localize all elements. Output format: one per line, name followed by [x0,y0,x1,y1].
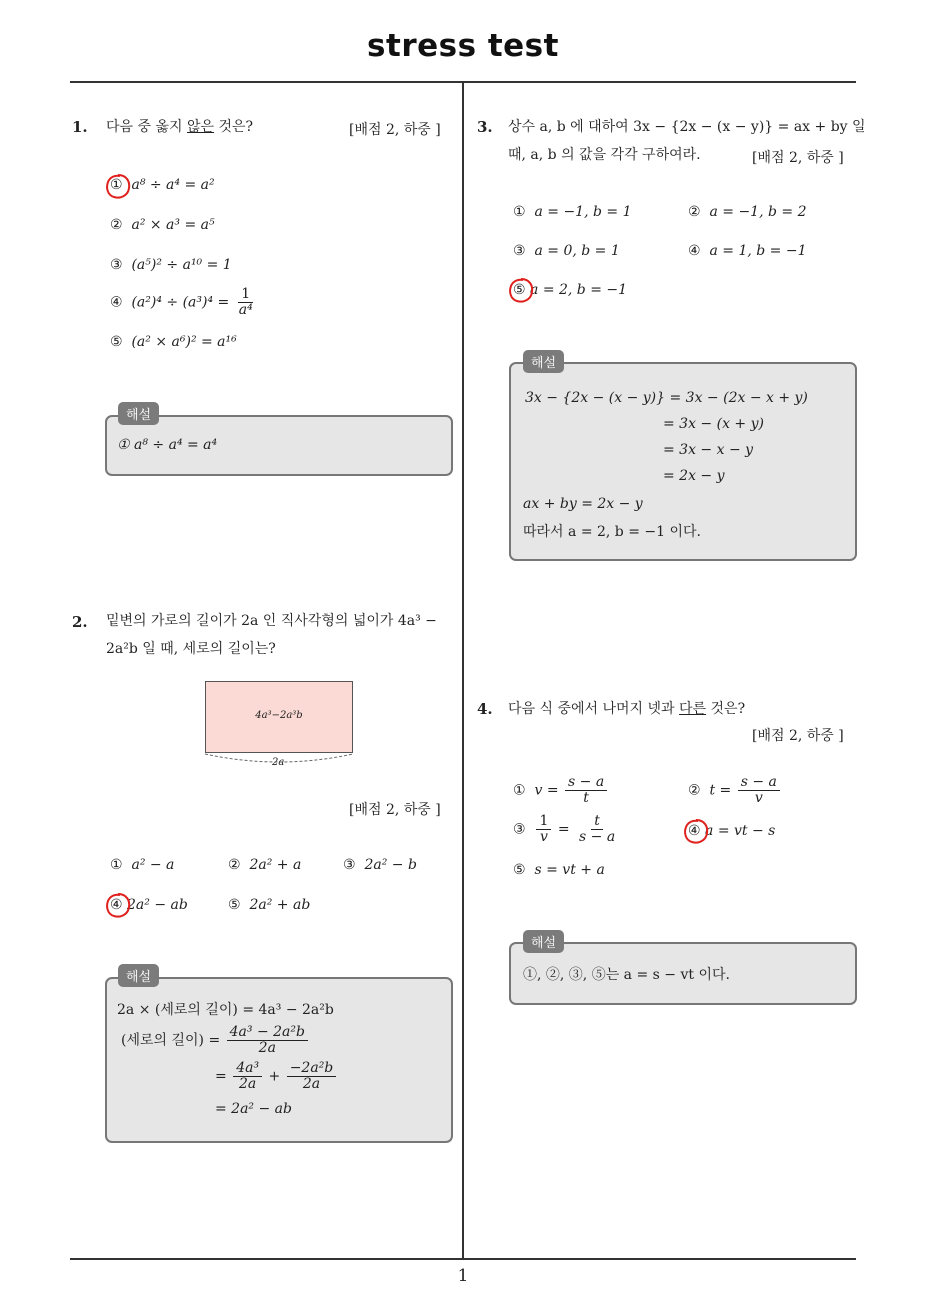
q4-option-1[interactable]: ① v = $\frac{s - a}{t}$ [513,775,609,806]
q1-option-4[interactable]: ④ (a²)⁴ ÷ (a³)⁴ = $\frac{1}{\text{a⁴}}$ [110,286,253,318]
q1-solution-text: ① a⁸ ÷ a⁴ = a⁴ [117,437,218,453]
q2-option-4[interactable]: ④ 2a² − ab [110,897,188,913]
q3-solution-box [509,362,857,561]
q2-figure-base-label: 2a [272,757,285,768]
q3-meta: [배점 2, 하중 ] [752,150,844,166]
q2-meta: [배점 2, 하중 ] [349,802,441,818]
q4-solution-label: 해설 [523,930,564,953]
q3-option-1[interactable]: ① a = −1, b = 1 [513,204,632,220]
q2-answer-circle [103,891,133,921]
q2-rectangle-figure [205,681,353,753]
q2-solution-line2: (세로의 길이) = $\frac{\text{4a³ − 2a²b}}{2a}$ [121,1025,310,1056]
q3-solution-line5: ax + by = 2x − y [523,496,643,512]
q3-text-line2: 때, a, b 의 값을 각각 구하여라. [508,147,701,163]
q2-text-line1: 밑변의 가로의 길이가 2a 인 직사각형의 넓이가 4a³ − [106,613,437,629]
q3-solution-line1: 3x − {2x − (x − y)} = 3x − (2x − x + y) [525,390,808,406]
q1-option-1[interactable]: ① a⁸ ÷ a⁴ = a² [110,177,215,193]
q1-option-5[interactable]: ⑤ (a² × a⁶)² = a¹⁶ [110,334,237,350]
q2-text-line2: 2a²b 일 때, 세로의 길이는? [106,641,276,657]
q2-option-3[interactable]: ③ 2a² − b [343,857,417,873]
q1-solution-label: 해설 [118,402,159,425]
q4-number: 4. [477,700,493,718]
q4-option-4[interactable]: ④ a = vt − s [688,823,776,839]
q1-answer-circle [103,172,133,202]
q1-number: 1. [72,118,88,136]
page-number: 1 [457,1266,469,1286]
q1-solution-box [105,415,453,476]
q3-solution-line4: = 2x − y [663,468,725,484]
q2-solution-line3: = $\frac{\text{4a³}}{2a}$ + $\frac{\text{−2a²b}}{2a}$ [215,1061,338,1092]
q1-option-3[interactable]: ③ (a⁵)² ÷ a¹⁰ = 1 [110,257,232,273]
q3-option-5[interactable]: ⑤ a = 2, b = −1 [513,282,628,298]
q4-solution-text: ①, ②, ③, ⑤는 a = s − vt 이다. [523,967,730,983]
q2-solution-line4: = 2a² − ab [215,1101,292,1117]
q3-option-3[interactable]: ③ a = 0, b = 1 [513,243,620,259]
q2-solution-box [105,977,453,1143]
q3-solution-line2: = 3x − (x + y) [663,416,764,432]
q3-number: 3. [477,118,493,136]
q4-answer-circle [681,817,711,847]
q2-option-1[interactable]: ① a² − a [110,857,175,873]
footer-rule [70,1258,856,1260]
page-title: stress test [367,28,559,64]
q3-solution-line3: = 3x − x − y [663,442,754,458]
q4-option-5[interactable]: ⑤ s = vt + a [513,862,605,878]
q1-text: 다음 중 옳지 않은 것은? [106,119,254,135]
q2-number: 2. [72,613,88,631]
q2-option-5[interactable]: ⑤ 2a² + ab [228,897,311,913]
q4-option-2[interactable]: ② t = $\frac{s - a}{v}$ [688,775,782,806]
q3-option-4[interactable]: ④ a = 1, b = −1 [688,243,807,259]
q3-option-2[interactable]: ② a = −1, b = 2 [688,204,807,220]
q3-answer-circle [506,276,536,306]
q4-meta: [배점 2, 하중 ] [752,728,844,744]
q3-text-line1: 상수 a, b 에 대하여 3x − {2x − (x − y)} = ax + by 일 [508,119,866,135]
q4-text: 다음 식 중에서 나머지 넷과 다른 것은? [508,701,746,717]
q2-solution-label: 해설 [118,964,159,987]
q2-option-2[interactable]: ② 2a² + a [228,857,302,873]
q1-meta: [배점 2, 하중 ] [349,122,441,138]
q2-figure-area-label: 4a³−2a³b [255,710,303,721]
q3-solution-label: 해설 [523,350,564,373]
q1-option-2[interactable]: ② a² × a³ = a⁵ [110,217,215,233]
q3-solution-line6: 따라서 a = 2, b = −1 이다. [523,524,701,540]
q4-option-3[interactable]: ③ $\frac{1}{v}$ = $\frac{t}{s - a}$ [513,813,616,845]
column-divider [462,83,464,1259]
q2-solution-line1: 2a × (세로의 길이) = 4a³ − 2a²b [117,1002,334,1018]
